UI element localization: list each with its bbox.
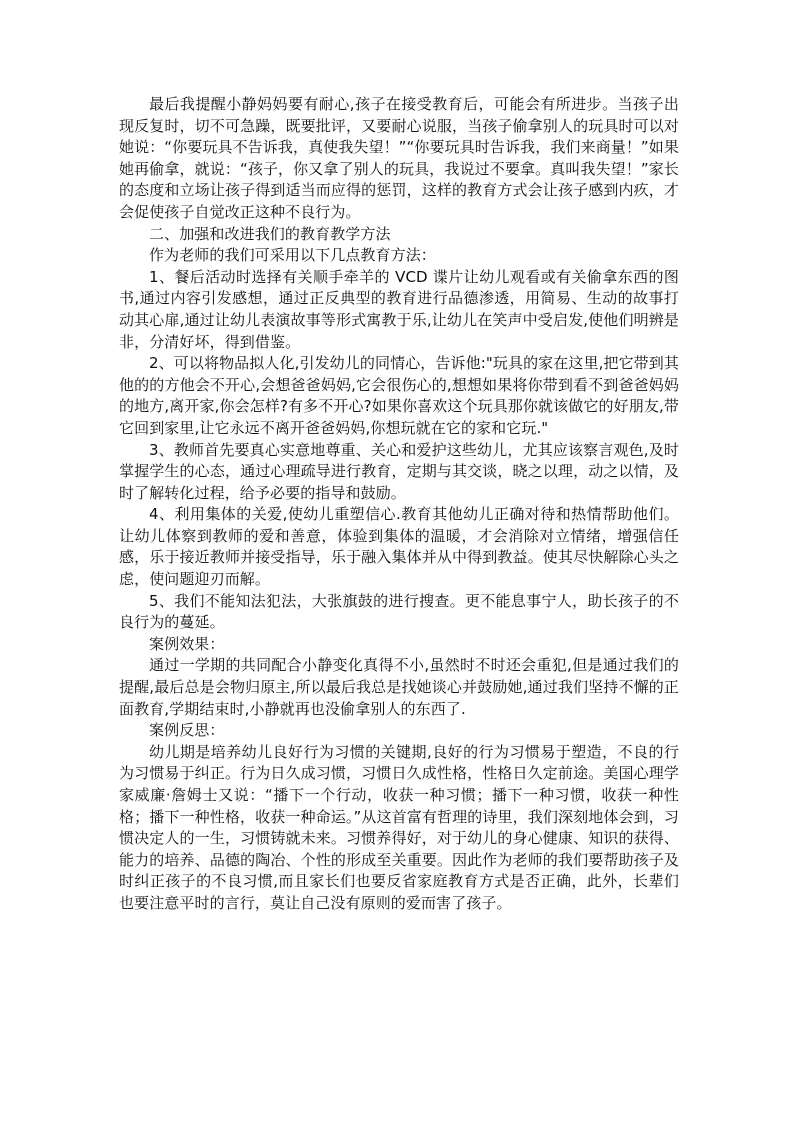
paragraph-methods-intro: 作为老师的我们可采用以下几点教育方法： (149, 246, 436, 265)
document-body (119, 94, 679, 915)
section-heading-case-reflection: 案例反思： (149, 721, 225, 740)
paragraph-case-reflection: 幼儿期是培养幼儿良好行为习惯的关键期,良好的行为习惯易于塑造，不良的行为习惯易于纠正。行为日久成习惯，习惯日久成性格，性格日久定前途。美国心理学家威廉·詹姆士又说：“播下一个行动，收获一种习惯；播下一种习惯，收获一种性格；播下一种性格，收获一种命运。”从这首富有哲理的诗里，我们深刻地体会到，习惯决定人的一生，习惯铸就未来。习惯养得好，对于幼儿的身心健康、知识的获得、能力的培养、品德的陶冶、个性的形成至关重要。因此作为老师的我们要帮助孩子及时纠正孩子的不良习惯,而且家长们也要反省家庭教育方式是否正确，此外，长辈们也要注意平时的言行，莫让自己没有原则的爱而害了孩子。 (119, 742, 679, 912)
paragraph-method-5: 5、我们不能知法犯法，大张旗鼓的进行搜查。更不能息事宁人，助长孩子的不良行为的蔓延。 (119, 591, 679, 632)
paragraph-parent-patience: 最后我提醒小静妈妈要有耐心,孩子在接受教育后，可能会有所进步。当孩子出现反复时，切不可急躁，既要批评，又要耐心说服，当孩子偷拿别人的玩具时可以对她说：“你要玩具不告诉我，真使我失望！”“你要玩具时告诉我，我们来商量！”如果她再偷拿，就说：“孩子，你又拿了别人的玩具，我说过不要拿。真叫我失望！”家长的态度和立场让孩子得到适当而应得的惩罚，这样的教育方式会让孩子感到内疚，才会促使孩子自觉改正这种不良行为。 (119, 95, 679, 221)
paragraph-method-1: 1、餐后活动时选择有关顺手牵羊的 VCD 谍片让幼儿观看或有关偷拿东西的图书,通过内容引发感想，通过正反典型的教育进行品德渗透，用简易、生动的故事打动其心扉,通过让幼儿表演故事等形式寓教于乐,让幼儿在笑声中受启发,使他们明辨是非，分清好坏，得到借鉴。 (119, 267, 679, 351)
paragraph-case-effect: 通过一学期的共同配合小静变化真得不小,虽然时不时还会重犯,但是通过我们的提醒,最后总是会物归原主,所以最后我总是找她谈心并鼓励她,通过我们坚持不懈的正面教育,学期结束时,小静就再也没偷拿别人的东西了. (119, 656, 679, 718)
paragraph-method-3: 3、教师首先要真心实意地尊重、关心和爱护这些幼儿，尤其应该察言观色,及时掌握学生的心态，通过心理疏导进行教育，定期与其交谈，晓之以理，动之以情，及时了解转化过程，给予必要的指导和鼓励。 (119, 440, 679, 502)
paragraph-method-2: 2、可以将物品拟人化,引发幼儿的同情心，告诉他:"玩具的家在这里,把它带到其他的的方他会不开心,会想爸爸妈妈,它会很伤心的,想想如果将你带到看不到爸爸妈妈的地方,离开家,你会怎样?有多不开心?如果你喜欢这个玩具那你就该做它的好朋友,带它回到家里,让它永远不离开爸爸妈妈,你想玩就在它的家和它玩." (119, 354, 679, 437)
section-heading-case-effect: 案例效果： (149, 634, 225, 653)
paragraph-method-4: 4、利用集体的关爱,使幼儿重塑信心.教育其他幼儿正确对待和热情帮助他们。让幼儿体察到教师的爱和善意，体验到集体的温暖，才会消除对立情绪，增强信任感，乐于接近教师并接受指导，乐于融入集体并从中得到教益。使其尽快解除心头之虑，使问题迎刃而解。 (119, 505, 679, 589)
section-heading-teaching-methods: 二、加强和改进我们的教育教学方法 (149, 224, 391, 243)
